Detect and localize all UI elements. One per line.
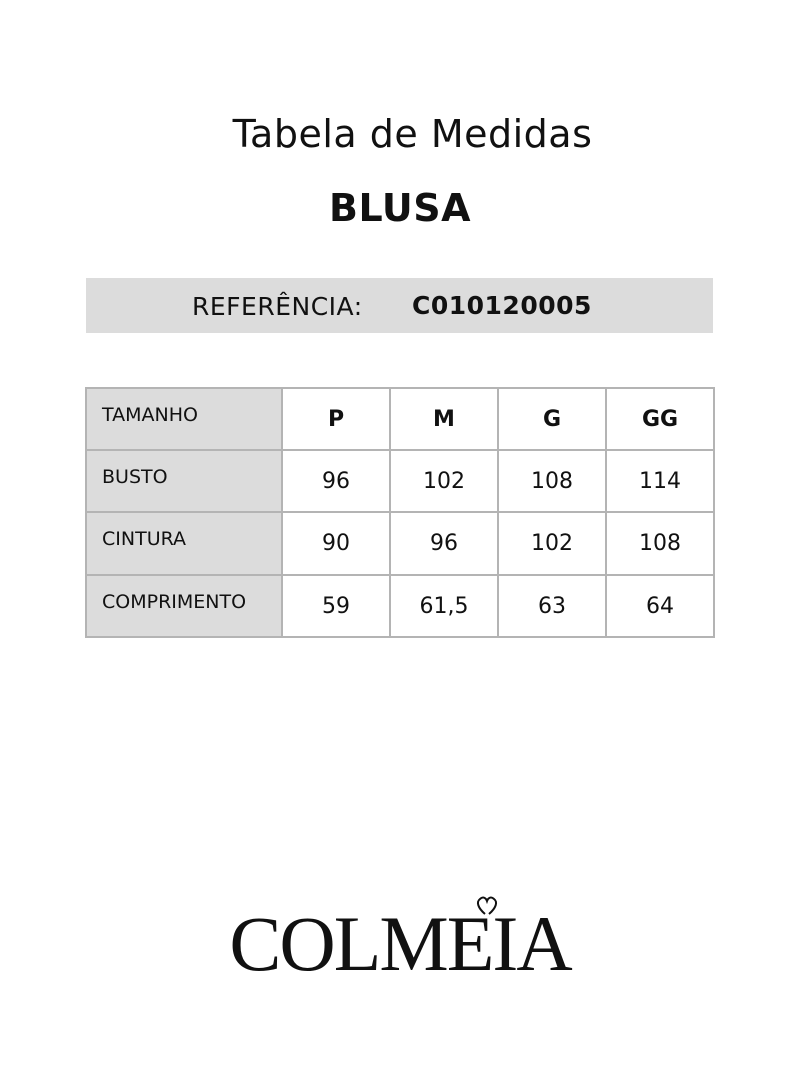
table-cell: 96 (390, 512, 498, 575)
table-cell: 114 (606, 450, 714, 512)
table-cell: 108 (498, 450, 606, 512)
measure-label: BUSTO (86, 450, 282, 512)
measure-label: CINTURA (86, 512, 282, 575)
size-column-header: GG (606, 388, 714, 450)
reference-bar (86, 278, 713, 333)
table-cell: 64 (606, 575, 714, 637)
size-column-header: G (498, 388, 606, 450)
table-cell: 61,5 (390, 575, 498, 637)
table-cell: 96 (282, 450, 390, 512)
table-row (86, 512, 714, 575)
table-row (86, 450, 714, 512)
size-column-header: P (282, 388, 390, 450)
page-title: Tabela de Medidas (232, 112, 593, 156)
brand-logo-text: COLMEIA (229, 900, 571, 987)
reference-label: REFERÊNCIA: (192, 292, 363, 321)
reference-code: C010120005 (412, 291, 592, 320)
size-header-label: TAMANHO (86, 388, 282, 450)
table-header-row (86, 388, 714, 450)
brand-logo (0, 888, 800, 988)
table-cell: 63 (498, 575, 606, 637)
product-type: BLUSA (329, 186, 471, 230)
size-table (85, 387, 715, 638)
table-row (86, 575, 714, 637)
table-cell: 102 (390, 450, 498, 512)
table-cell: 102 (498, 512, 606, 575)
measure-label: COMPRIMENTO (86, 575, 282, 637)
table-cell: 59 (282, 575, 390, 637)
size-column-header: M (390, 388, 498, 450)
table-cell: 90 (282, 512, 390, 575)
table-cell: 108 (606, 512, 714, 575)
